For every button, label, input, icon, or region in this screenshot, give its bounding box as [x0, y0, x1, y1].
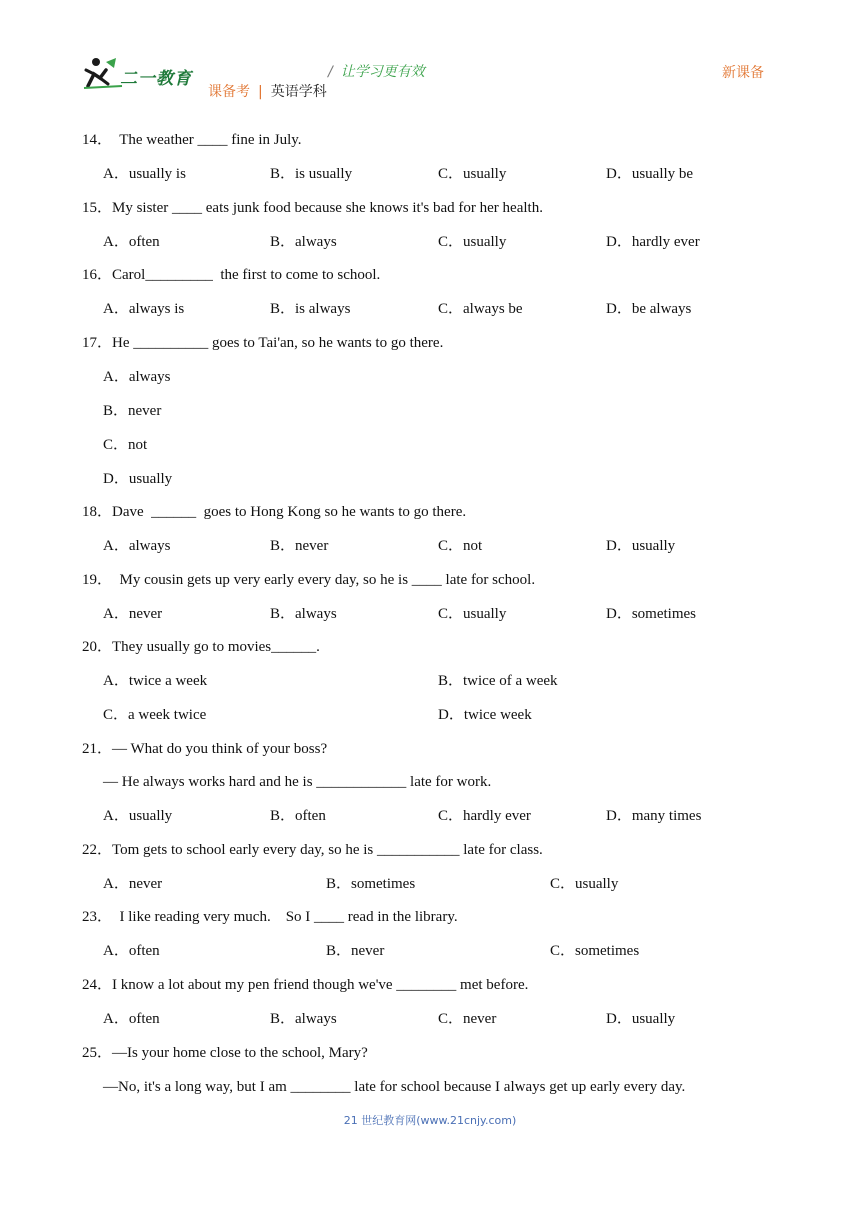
- option-b[interactable]: B．is usually: [270, 166, 353, 182]
- option-b[interactable]: B．sometimes: [326, 876, 416, 892]
- option-c[interactable]: C．not: [103, 437, 148, 453]
- option-b[interactable]: B．never: [103, 403, 162, 419]
- option-b[interactable]: B．twice of a week: [438, 673, 558, 689]
- option-b[interactable]: B．often: [270, 808, 326, 824]
- question-stem: 20．They usually go to movies______.: [82, 639, 320, 655]
- question-stem: 22．Tom gets to school early every day, so he is ___________ late for class.: [82, 842, 543, 858]
- question-stem: 19． My cousin gets up very early every day, so he is ____ late for school.: [82, 572, 536, 588]
- question-stem: 24．I know a lot about my pen friend though we've ________ met before.: [82, 977, 529, 993]
- option-b[interactable]: B．always: [270, 1011, 337, 1027]
- page-footer: 21 世纪教育网(www.21cnjy.com): [343, 1114, 517, 1127]
- question-stem-reply: — He always works hard and he is ____________ late for work.: [103, 774, 492, 790]
- option-b[interactable]: B．always: [270, 606, 337, 622]
- option-d[interactable]: D．usually: [606, 538, 676, 554]
- slogan-text: 让学习更有效: [340, 64, 425, 80]
- question-stem: 21．— What do you think of your boss?: [82, 741, 328, 757]
- question-stem: 18．Dave ______ goes to Hong Kong so he wants to go there.: [82, 504, 467, 520]
- option-a[interactable]: A．never: [103, 606, 163, 622]
- subject-label: 英语学科: [270, 84, 327, 100]
- question-stem: 17．He __________ goes to Tai'an, so he wants to go there.: [82, 335, 444, 351]
- option-b[interactable]: B．is always: [270, 301, 351, 317]
- option-a[interactable]: A．often: [103, 1011, 160, 1027]
- option-d[interactable]: D．usually: [103, 471, 173, 487]
- option-a[interactable]: A．often: [103, 943, 160, 959]
- option-a[interactable]: A．usually: [103, 808, 173, 824]
- option-d[interactable]: D．be always: [606, 301, 692, 317]
- option-a[interactable]: A．always is: [103, 301, 185, 317]
- option-a[interactable]: A．always: [103, 369, 171, 385]
- question-stem: 14． The weather ____ fine in July.: [82, 132, 302, 148]
- question-stem: 23． I like reading very much. So I ____ read in the library.: [82, 909, 458, 925]
- slogan: / 让学习更有效: [328, 64, 425, 80]
- option-a[interactable]: A．always: [103, 538, 171, 554]
- option-c[interactable]: C．not: [438, 538, 483, 554]
- option-d[interactable]: D．hardly ever: [606, 234, 700, 250]
- option-c[interactable]: C．usually: [438, 606, 507, 622]
- page-header: [0, 0, 860, 110]
- separator: |: [258, 84, 263, 100]
- subject-line: [208, 81, 327, 101]
- option-d[interactable]: D．twice week: [438, 707, 532, 723]
- option-c[interactable]: C．a week twice: [103, 707, 207, 723]
- option-a[interactable]: A．twice a week: [103, 673, 208, 689]
- option-c[interactable]: C．usually: [550, 876, 619, 892]
- option-a[interactable]: A．usually is: [103, 166, 186, 182]
- question-stem: 15．My sister ____ eats junk food because she knows it's bad for her health.: [82, 200, 543, 216]
- option-b[interactable]: B．never: [270, 538, 329, 554]
- option-c[interactable]: C．usually: [438, 166, 507, 182]
- option-c[interactable]: C．always be: [438, 301, 523, 317]
- option-c[interactable]: C．hardly ever: [438, 808, 531, 824]
- option-c[interactable]: C．sometimes: [550, 943, 640, 959]
- option-a[interactable]: A．never: [103, 876, 163, 892]
- question-stem: 25．—Is your home close to the school, Mary?: [82, 1045, 368, 1061]
- option-d[interactable]: D．many times: [606, 808, 702, 824]
- option-c[interactable]: C．never: [438, 1011, 497, 1027]
- prep-label: 课备考: [208, 84, 250, 100]
- option-a[interactable]: A．often: [103, 234, 160, 250]
- option-c[interactable]: C．usually: [438, 234, 507, 250]
- question-stem-reply: —No, it's a long way, but I am ________ late for school because I always get up early every day.: [103, 1079, 686, 1095]
- option-d[interactable]: D．sometimes: [606, 606, 696, 622]
- option-d[interactable]: D．usually be: [606, 166, 694, 182]
- logo-text: 二一教育: [120, 69, 192, 89]
- option-b[interactable]: B．never: [326, 943, 385, 959]
- question-stem: 16．Carol_________ the first to come to school.: [82, 267, 381, 283]
- new-course-label: 新课备: [722, 65, 764, 81]
- option-d[interactable]: D．usually: [606, 1011, 676, 1027]
- option-b[interactable]: B．always: [270, 234, 337, 250]
